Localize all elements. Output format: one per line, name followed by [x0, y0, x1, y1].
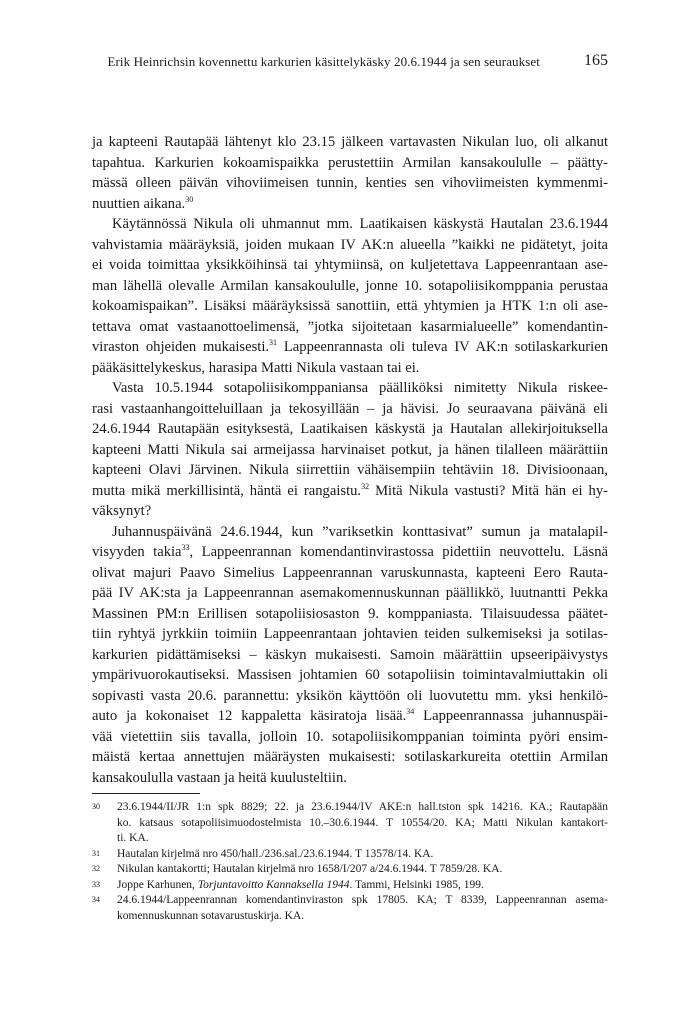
text-line: kapteeni Olavi Järvinen. Nikula siirrettiin vähäisempiin tehtäviin 18. Divisioonaan,: [92, 462, 608, 478]
footnote-ref: 33: [181, 543, 190, 553]
paragraph-start-line: Käytännössä Nikula oli uhmannut mm. Laatikaisen käskystä Hautalan 23.6.1944: [112, 216, 608, 232]
text-line: mäistä kertaa annettujen määräysten mukaisesti: sotilaskarkureita otettiin Armilan: [92, 749, 608, 765]
footnote-ref: 30: [185, 194, 194, 204]
text-line: 24.6.1944 Rautapään esityksestä, Laatikaisen käskystä ja Hautalan allekirjoituksella: [92, 421, 608, 437]
text-line: rasi vastaanhangoitteluillaan ja tekosyillään – ja hävisi. Jo seuraavana päivänä eli: [92, 400, 608, 417]
text-line: vahvistamia määräyksiä, joiden mukaan IV AK:n alueella ”kaikki ne pidätetyt, joita: [92, 236, 608, 253]
text-fragment: , Lappeenrannan komendantinvirastossa pidettiin neuvottelu. Läsnä: [189, 544, 608, 560]
text-line: sopivasti vasta 20.6. parannettu: yksikön käyttöön oli luovutettu mm. yksi henkilö-: [92, 687, 608, 704]
text-fragment: Mitä Nikula vastusti? Mitä hän ei hy-: [369, 482, 608, 499]
text-fragment: nuuttien aikana.: [92, 195, 186, 212]
footnote-line: komennuskunnan sotavarustuskirja. KA.: [117, 909, 305, 922]
text-fragment: mutta mikä merkillisintä, häntä ei rangaistu.: [92, 482, 362, 499]
text-line: tettava omat vastaanottoelimensä, ”jotka sijoitetaan kasarmialueelle” komendantin-: [92, 318, 608, 335]
footnote-text: Joppe Karhunen,: [117, 878, 198, 891]
footnote: [92, 878, 608, 894]
footnote-number: 31: [92, 848, 100, 858]
footnote-line: ko. katsaus sotapoliisimuodostelmista 10.–30.6.1944. T 10554/20. KA; Matti Nikulan kantakort-: [117, 816, 608, 829]
text-line: ympärivuorokautiseksi. Massisen johtamien 60 sotapoliisin toimintavalmiuttakin oli: [92, 667, 608, 683]
text-line: kokoamispaikan”. Lisäksi määräyksissä sanottiin, että yhtymien ja HTK 1:n oli ase-: [92, 298, 608, 314]
text-line: pää IV AK:sta ja Lappeenrannan asemakomennuskunnan päällikkö, luutnantti Pekka: [92, 585, 608, 601]
text-fragment: viraston ohjeiden mukaisesti.: [92, 339, 270, 355]
page-number: 165: [584, 52, 608, 69]
footnote-number: 30: [92, 802, 100, 811]
footnote-line: [117, 878, 608, 894]
footnote: [92, 800, 608, 847]
footnote-line: ti. KA.: [117, 832, 149, 844]
text-line: [92, 194, 608, 215]
footnote-number: 32: [92, 864, 100, 873]
text-line: [92, 337, 608, 358]
text-line: tapahtua. Karkurien kokoamispaikka perustettiin Armilan kansakoululle – päätty-: [92, 154, 608, 171]
text-line: tiin ryhtyä jyrkkiin toimiin Lappeenrantaan johtavien teiden sulkemiseksi ja sotilas-: [92, 626, 608, 642]
footnote-ref: 32: [361, 481, 370, 491]
text-line: pääkäsittelykeskus, harasipa Matti Nikula vastaan tai ei.: [92, 359, 420, 376]
text-fragment: visyyden takia: [92, 544, 182, 560]
paragraph-start-line: Juhannuspäivänä 24.6.1944, kun ”variksetkin konttasivat” sumun ja matalapil-: [112, 523, 608, 540]
running-header: [0, 54, 700, 74]
text-line: [92, 481, 608, 502]
footnotes: [92, 800, 608, 924]
text-line: [92, 706, 608, 727]
text-fragment: auto ja kokonaiset 12 kappaletta käsiratoja lisää.: [92, 708, 407, 724]
text-line: ei voida toimittaa yksikköihinsä tai yhtymiinsä, on kuljetettava Lappeenrantaan ase-: [92, 257, 608, 273]
footnote-number: 34: [92, 895, 100, 904]
footnote-number: 33: [92, 879, 100, 889]
text-line: vää vietettiin siis tavalla, jolloin 10. sotapoliisikomppanian toiminta pyöri ensim-: [92, 728, 608, 745]
text-fragment: Lappeenrannassa juhannuspäi-: [414, 708, 608, 724]
footnote-ref: 34: [406, 707, 415, 717]
text-line: mässä olleen päivän vihoviimeisen tunnin, kenties sen vihoviimeisten kymmenmi-: [92, 175, 608, 191]
text-line: ja kapteeni Rautapää lähtenyt klo 23.15 jälkeen vartavasten Nikulan luo, oli alkanut: [92, 134, 608, 150]
paragraph-start-line: Vasta 10.5.1944 sotapoliisikomppaniansa päälliköksi nimitetty Nikula riskee-: [112, 380, 608, 396]
text-line: karkurien pidättämiseksi – käskyn mukaisesti. Samoin määrättiin upseeripäivystys: [92, 646, 608, 663]
text-line: Massinen PM:n Erillisen sotapoliisiosaston 9. komppaniasta. Tilaisuudessa päätet-: [92, 605, 608, 622]
running-header-title: Erik Heinrichsin kovennettu karkurien käsittelykäsky 20.6.1944 ja sen seuraukset: [107, 54, 540, 69]
footnote-line: Hautalan kirjelmä nro 450/hall./236.sal./23.6.1944. T 13578/14. KA.: [117, 847, 434, 860]
body-text: [92, 132, 608, 788]
footnote-line: 24.6.1944/Lappeenrannan komendantinviraston spk 17805. KA; T 8339, Lappeenrannan asema-: [117, 894, 608, 906]
footnote: [92, 893, 608, 924]
footnote-line: Nikulan kantakortti; Hautalan kirjelmä nro 1658/I/207 a/24.6.1944. T 7859/28. KA.: [117, 863, 503, 875]
text-line: kapteeni Matti Nikula sai armeijassa harvinaiset potkut, ja hänen tilalleen määrättiin: [92, 441, 608, 458]
footnote: [92, 847, 608, 863]
text-line: olivat majuri Paavo Simelius Lappeenrannan varuskunnasta, kapteeni Eero Rauta-: [92, 564, 608, 581]
text-fragment: Lappeenrannasta oli tuleva IV AK:n sotilaskarkurien: [277, 339, 608, 355]
footnote: [92, 862, 608, 878]
text-line: [92, 542, 608, 563]
text-line: man lähellä olevalle Armilan kansakoululle, jonne 10. sotapoliisikomppania perustaa: [92, 277, 608, 294]
book-title: Torjuntavoitto Kannaksella 1944: [197, 878, 350, 891]
footnote-ref: 31: [269, 338, 278, 348]
footnote-text: . Tammi, Helsinki 1985, 199.: [349, 878, 484, 891]
footnote-line: 23.6.1944/II/JR 1:n spk 8829; 22. ja 23.6.1944/IV AKE:n hall.tston spk 14216. KA.; Rautapään: [117, 801, 608, 813]
footnote-divider: [92, 793, 200, 794]
text-line: kansakoululla vastaan ja heitä kuulusteltiin.: [92, 769, 347, 786]
text-line: väksynyt?: [92, 503, 152, 519]
